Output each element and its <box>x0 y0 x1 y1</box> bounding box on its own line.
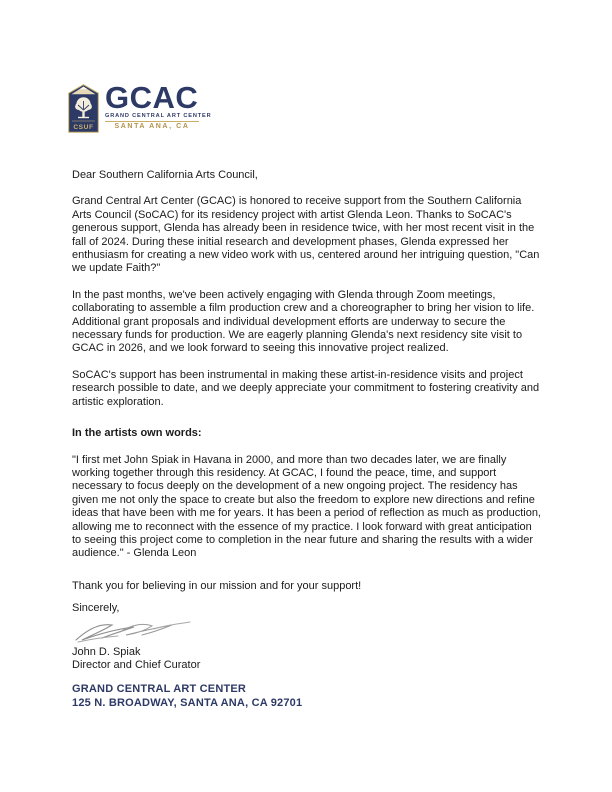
paragraph-1: Grand Central Art Center (GCAC) is honored to receive support from the Southern California Arts Council (SoCAC) for its residency project with artist Glenda Leon. Thanks to SoCAC's generous support, Glenda has already been in residence twice, with her most recent visit in the fall of 2024. During these initial research and development phases, Glenda expressed her enthusiasm for creating a new video work with us, centered around her intriguing question, "Can we update Faith?" <box>72 195 540 275</box>
footer-org-name: GRAND CENTRAL ART CENTER <box>72 683 247 695</box>
logo-text-block <box>105 80 212 130</box>
paragraph-3: SoCAC's support has been instrumental in making these artist-in-residence visits and project research possible to date, and we deeply appreciate your commitment to fostering creativity and artistic exploration. <box>72 368 540 408</box>
gcac-logo <box>68 80 212 133</box>
footer-address: 125 N. BROADWAY, SANTA ANA, CA 92701 <box>72 696 303 709</box>
signature-image <box>72 617 197 644</box>
salutation: Dear Southern California Arts Council, <box>72 169 258 181</box>
letter-footer <box>72 683 302 710</box>
signer-name: John D. Spiak <box>72 645 141 658</box>
logo-full-name: GRAND CENTRAL ART CENTER <box>105 113 199 122</box>
crest-csuf-text: CSUF <box>73 124 94 131</box>
logo-acronym: GCAC <box>105 80 199 115</box>
letter-body <box>72 169 541 672</box>
paragraph-2: In the past months, we've been actively engaging with Glenda through Zoom meetings, collaborating to assemble a film production crew and a choreographer to bring her vision to life. Additional grant proposals and individual development efforts are underway to secure the necessary funds for production. We are eagerly planning Glenda's next residency site visit to GCAC in 2026, and we look forward to seeing this innovative project realized. <box>72 288 535 355</box>
logo-location: SANTA ANA, CA <box>114 123 190 130</box>
quote-heading: In the artists own words: <box>72 427 202 440</box>
closing-line: Thank you for believing in our mission and for your support! <box>72 579 362 592</box>
signer-title: Director and Chief Curator <box>72 658 201 671</box>
signoff: Sincerely, <box>72 602 120 615</box>
artist-quote: "I first met John Spiak in Havana in 2000, and more than two decades later, we are finally working together through this residency. At GCAC, I found the peace, time, and support necessary to focus deeply on the development of a new ongoing project. The residency has given me not only the space to create but also the freedom to explore new directions and refine ideas that have been with me for years. It has been a period of reflection as much as production, allowing me to reconnect with the essence of my practice. I look forward with great anticipation to seeing this project come to completion in the near future and sharing the results with a wider audience." - Glenda Leon <box>72 453 541 560</box>
csuf-crest-icon <box>68 84 99 133</box>
